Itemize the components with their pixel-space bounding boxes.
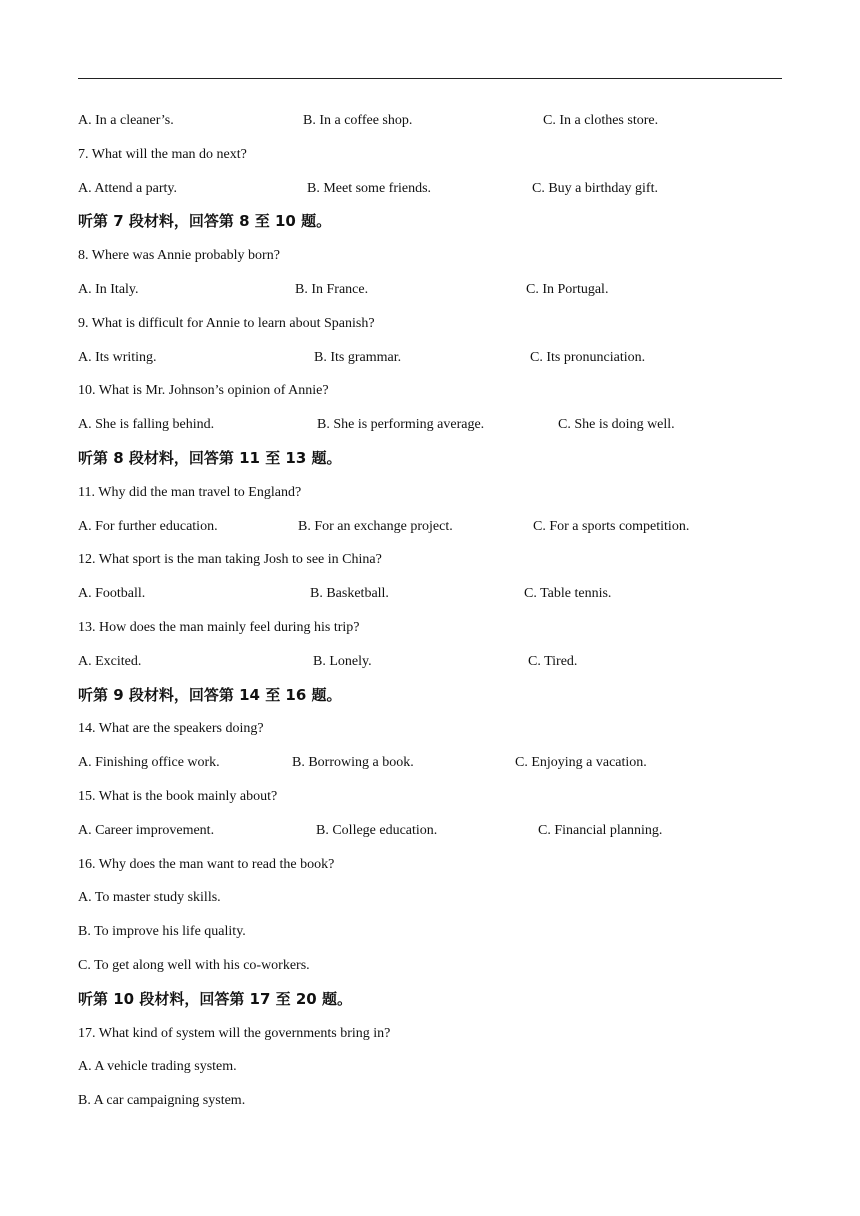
answer-option: A. Its writing. [78,349,157,365]
question-text: B. A car campaigning system. [78,1093,246,1109]
answer-option: B. College education. [316,822,438,838]
answer-option: A. For further education. [78,518,218,534]
answer-option: B. Meet some friends. [307,180,432,196]
question-text: 16. Why does the man want to read the book? [78,856,335,872]
answer-option: B. Basketball. [310,586,389,602]
answer-option: C. Its pronunciation. [530,349,646,365]
answer-option: A. In a cleaner’s. [78,113,174,128]
options-row [78,341,782,375]
question-text: 10. What is Mr. Johnson’s opinion of Annie? [78,383,329,399]
answer-option: B. For an exchange project. [298,518,453,534]
section-heading: 听第 8 段材料，回答第 11 至 13 题。 [78,448,342,467]
answer-option: A. Football. [78,586,146,602]
answer-option: B. Its grammar. [314,349,402,365]
options-row [78,814,782,848]
answer-option: C. Table tennis. [524,586,612,602]
options-row [78,172,782,206]
question-text: C. To get along well with his co-workers. [78,957,310,973]
options-row [78,746,782,780]
options-row [78,510,782,544]
answer-option: B. In France. [295,281,369,297]
answer-option: C. Financial planning. [538,822,663,838]
question-text: 11. Why did the man travel to England? [78,484,302,500]
question-text: 13. How does the man mainly feel during his trip? [78,619,360,635]
section-heading: 听第 7 段材料，回答第 8 至 10 题。 [78,212,332,231]
answer-option: A. Finishing office work. [78,755,220,771]
question-text: A. A vehicle trading system. [78,1059,237,1075]
answer-option: C. In Portugal. [526,281,609,297]
options-row [78,273,782,307]
answer-option: C. Enjoying a vacation. [515,755,647,771]
answer-option: B. Borrowing a book. [292,755,414,771]
answer-option: C. Tired. [528,653,578,669]
options-row [78,104,782,138]
answer-option: A. Career improvement. [78,822,215,838]
question-text: 7. What will the man do next? [78,146,247,162]
section-heading: 听第 9 段材料，回答第 14 至 16 题。 [78,685,342,704]
answer-option: A. Attend a party. [78,180,178,196]
question-text: 14. What are the speakers doing? [78,721,264,737]
answer-option: A. She is falling behind. [78,417,215,433]
header-rule [78,78,782,79]
answer-option: B. Lonely. [313,653,372,669]
answer-option: C. Buy a birthday gift. [532,180,658,196]
question-text: 12. What sport is the man taking Josh to see in China? [78,552,382,568]
options-row [78,408,782,442]
answer-option: C. In a clothes store. [543,113,659,128]
answer-option: A. Excited. [78,653,142,669]
question-text: 9. What is difficult for Annie to learn about Spanish? [78,315,375,331]
exam-content [78,104,782,1118]
question-text: 17. What kind of system will the governments bring in? [78,1025,391,1041]
options-row [78,645,782,679]
question-text: B. To improve his life quality. [78,924,246,940]
answer-option: C. For a sports competition. [533,518,690,534]
question-text: A. To master study skills. [78,890,221,906]
question-text: 8. Where was Annie probably born? [78,248,280,264]
question-text: 15. What is the book mainly about? [78,788,278,804]
options-row [78,577,782,611]
answer-option: A. In Italy. [78,281,139,297]
answer-option: C. She is doing well. [558,417,675,433]
section-heading: 听第 10 段材料，回答第 17 至 20 题。 [78,989,352,1008]
answer-option: B. She is performing average. [317,417,485,433]
answer-option: B. In a coffee shop. [303,113,413,128]
